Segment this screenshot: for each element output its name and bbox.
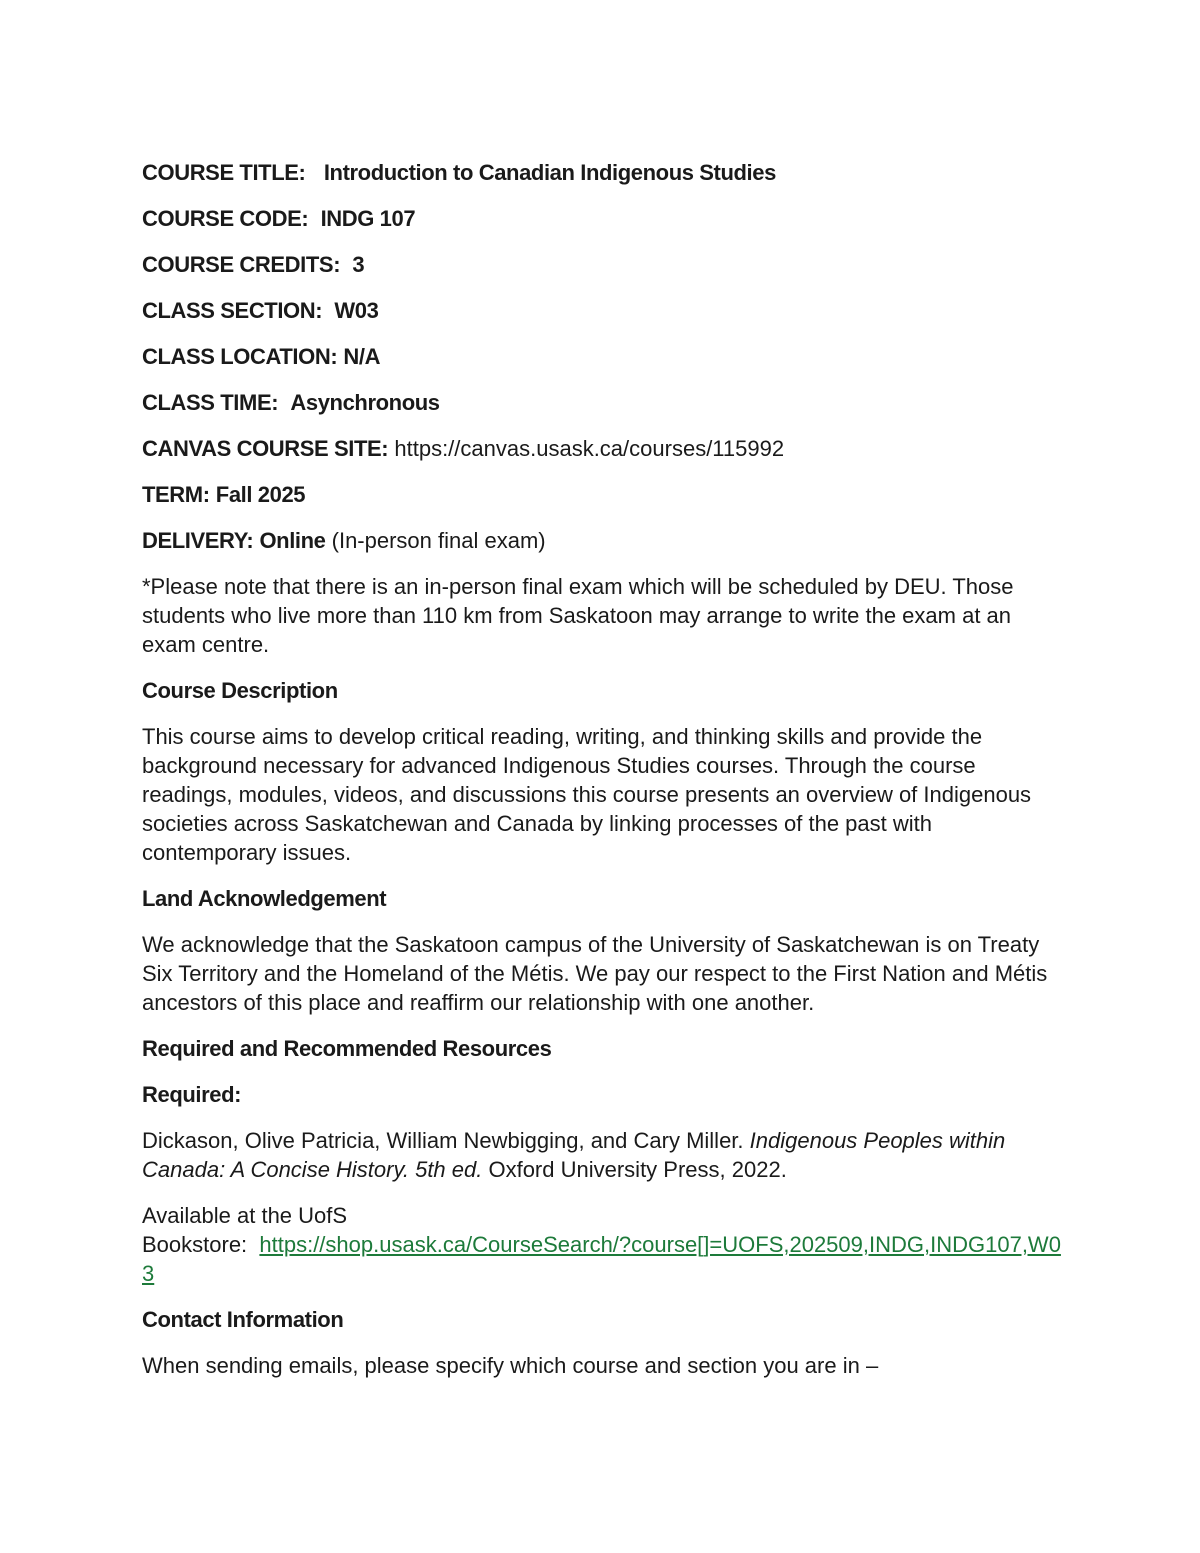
delivery-value: Online — [259, 528, 326, 553]
class-section-value: W03 — [334, 298, 379, 323]
course-code-row — [142, 204, 1062, 233]
availability-line: Available at the UofS — [142, 1203, 348, 1228]
syllabus-page — [142, 158, 1062, 1397]
class-time-row — [142, 388, 1062, 417]
class-location-label: CLASS LOCATION: — [142, 344, 338, 369]
delivery-label: DELIVERY: — [142, 528, 254, 553]
exam-note: *Please note that there is an in-person final exam which will be scheduled by DEU. Those students who live more than 110 km from Saskatoon may arrange to write the exam at an exam centre. — [142, 574, 1014, 657]
course-title-row — [142, 158, 1062, 187]
course-description-text: This course aims to develop critical reading, writing, and thinking skills and provide the background necessary for advanced Indigenous Studies courses. Through the course readings, modules, videos, and discussions this course presents an overview of Indigenous societies across Saskatchewan and Canada by linking processes of the past with contemporary issues. — [142, 724, 1032, 865]
course-credits-row — [142, 250, 1062, 279]
course-credits-label: COURSE CREDITS: — [142, 252, 341, 277]
citation-authors: Dickason, Olive Patricia, William Newbigging, and Cary Miller. — [142, 1128, 750, 1153]
canvas-site-label: CANVAS COURSE SITE: — [142, 436, 389, 461]
canvas-site-url: https://canvas.usask.ca/courses/115992 — [394, 436, 785, 461]
delivery-row — [142, 526, 1062, 555]
bookstore-availability — [142, 1201, 1062, 1288]
bookstore-link[interactable]: https://shop.usask.ca/CourseSearch/?course[]=UOFS,202509,INDG,INDG107,W03 — [142, 1232, 1061, 1286]
class-time-label: CLASS TIME: — [142, 390, 279, 415]
contact-information-heading: Contact Information — [142, 1307, 344, 1332]
course-title-label: COURSE TITLE: — [142, 160, 306, 185]
required-textbook-citation — [142, 1126, 1062, 1184]
class-location-row — [142, 342, 1062, 371]
bookstore-line — [142, 1230, 1062, 1288]
class-time-value: Asynchronous — [290, 390, 440, 415]
course-title-value: Introduction to Canadian Indigenous Studies — [323, 160, 776, 185]
delivery-note: (In-person final exam) — [331, 528, 546, 553]
course-code-value: INDG 107 — [320, 206, 416, 231]
canvas-site-row — [142, 434, 1062, 463]
land-acknowledgement-text: We acknowledge that the Saskatoon campus of the University of Saskatchewan is on Treaty Six Territory and the Homeland of the Métis. We pay our respect to the First Nation and Métis ancestors of this place and reaffirm our relationship with one another. — [142, 932, 1048, 1015]
resources-heading: Required and Recommended Resources — [142, 1036, 552, 1061]
course-description-heading: Course Description — [142, 678, 338, 703]
class-section-label: CLASS SECTION: — [142, 298, 323, 323]
term-value: Fall 2025 — [215, 482, 306, 507]
required-label: Required: — [142, 1082, 242, 1107]
course-credits-value: 3 — [352, 252, 365, 277]
contact-information-text: When sending emails, please specify which course and section you are in – — [142, 1353, 879, 1378]
bookstore-prefix: Bookstore: — [142, 1232, 260, 1257]
land-acknowledgement-heading: Land Acknowledgement — [142, 886, 387, 911]
citation-title: Indigenous Peoples within Canada: A Concise History. 5th ed. — [142, 1128, 1006, 1182]
course-code-label: COURSE CODE: — [142, 206, 309, 231]
class-section-row — [142, 296, 1062, 325]
term-row — [142, 480, 1062, 509]
citation-publisher: Oxford University Press, 2022. — [482, 1157, 787, 1182]
class-location-value: N/A — [343, 344, 381, 369]
term-label: TERM: — [142, 482, 210, 507]
